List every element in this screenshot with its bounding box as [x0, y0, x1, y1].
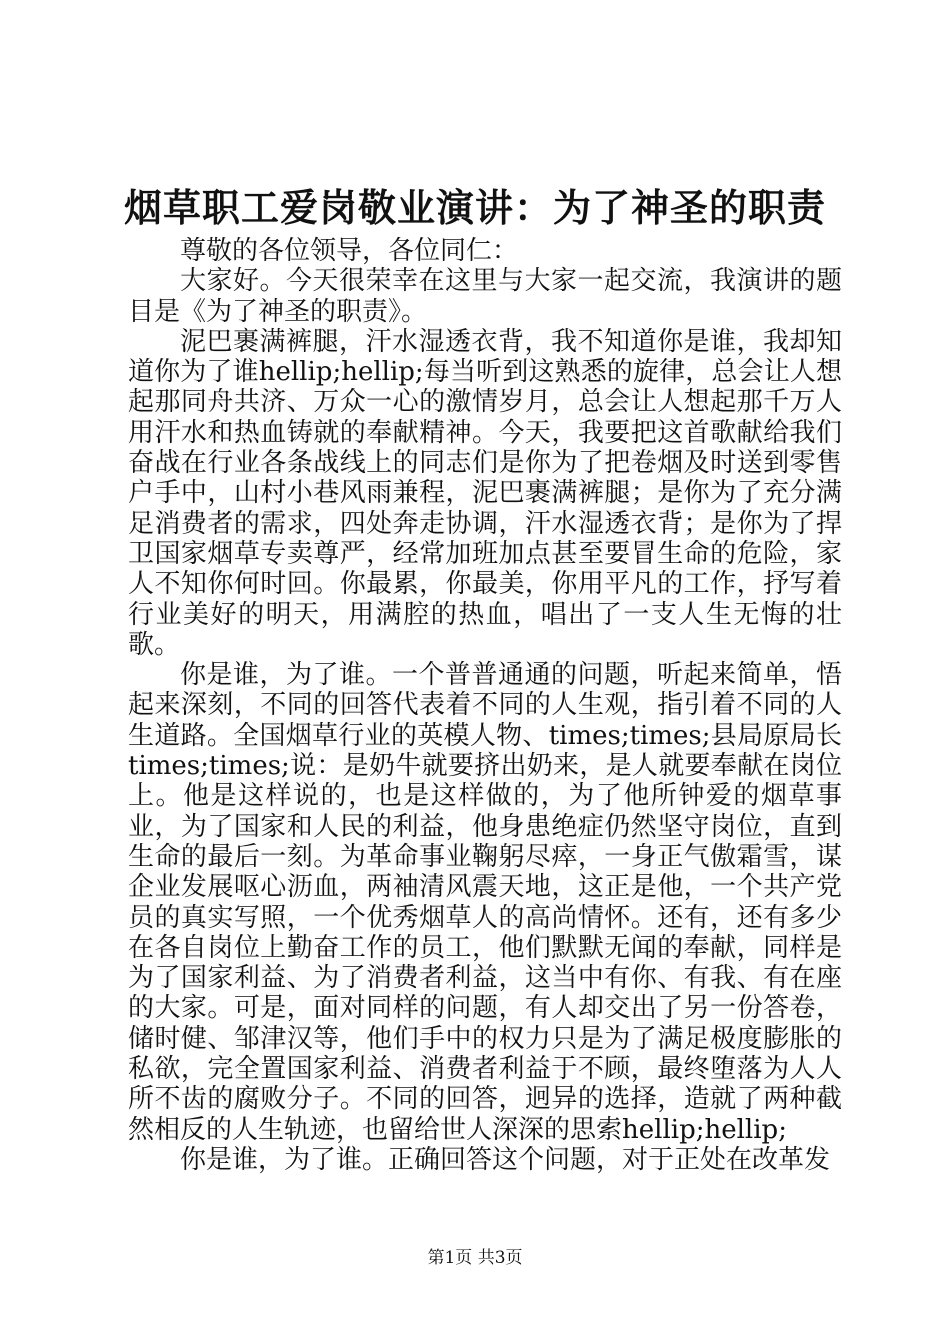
body-paragraph: 大家好。今天很荣幸在这里与大家一起交流，我演讲的题目是《为了神圣的职责》。 — [128, 266, 842, 327]
body-paragraph: 泥巴裹满裤腿，汗水湿透衣背，我不知道你是谁，我却知道你为了谁hellip;hellip;每当听到这熟悉的旋律，总会让人想起那同舟共济、万众一心的激情岁月，总会让人想起那千万人用汗水和热血铸就的奉献精神。今天，我要把这首歌献给我们奋战在行业各条战线上的同志们是你为了把卷烟及时送到零售户手中，山村小巷风雨兼程，泥巴裹满裤腿；是你为了充分满足消费者的需求，四处奔走协调，汗水湿透衣背；是你为了捍卫国家烟草专卖尊严，经常加班加点甚至要冒生命的危险，家人不知你何时回。你最累，你最美，你用平凡的工作，抒写着行业美好的明天，用满腔的热血，唱出了一支人生无悔的壮歌。 — [128, 326, 842, 660]
page-number-footer: 第1页 共3页 — [427, 1248, 523, 1268]
document-title: 烟草职工爱岗敬业演讲：为了神圣的职责 — [123, 185, 826, 230]
body-paragraph: 你是谁，为了谁。正确回答这个问题，对于正处在改革发 — [180, 1144, 831, 1175]
body-paragraph: 你是谁，为了谁。一个普普通通的问题，听起来简单，悟起来深刻，不同的回答代表着不同的人生观，指引着不同的人生道路。全国烟草行业的英模人物、times;times;县局原局长times;times;说：是奶牛就要挤出奶来，是人就要奉献在岗位上。他是这样说的，也是这样做的，为了他所钟爱的烟草事业，为了国家和人民的利益，他身患绝症仍然坚守岗位，直到生命的最后一刻。为革命事业鞠躬尽瘁，一身正气傲霜雪，谋企业发展呕心沥血，两袖清风震天地，这正是他，一个共产党员的真实写照，一个优秀烟草人的高尚情怀。还有，还有多少在各自岗位上勤奋工作的员工，他们默默无闻的奉献，同样是为了国家利益、为了消费者利益，这当中有你、有我、有在座的大家。可是，面对同样的问题，有人却交出了另一份答卷，储时健、邹津汉等，他们手中的权力只是为了满足极度膨胀的私欲，完全置国家利益、消费者利益于不顾，最终堕落为人人所不齿的腐败分子。不同的回答，迥异的选择，造就了两种截然相反的人生轨迹，也留给世人深深的思索hellip;hellip; — [128, 660, 842, 1145]
salutation-paragraph: 尊敬的各位领导，各位同仁： — [180, 236, 519, 266]
document-body — [128, 236, 842, 1175]
